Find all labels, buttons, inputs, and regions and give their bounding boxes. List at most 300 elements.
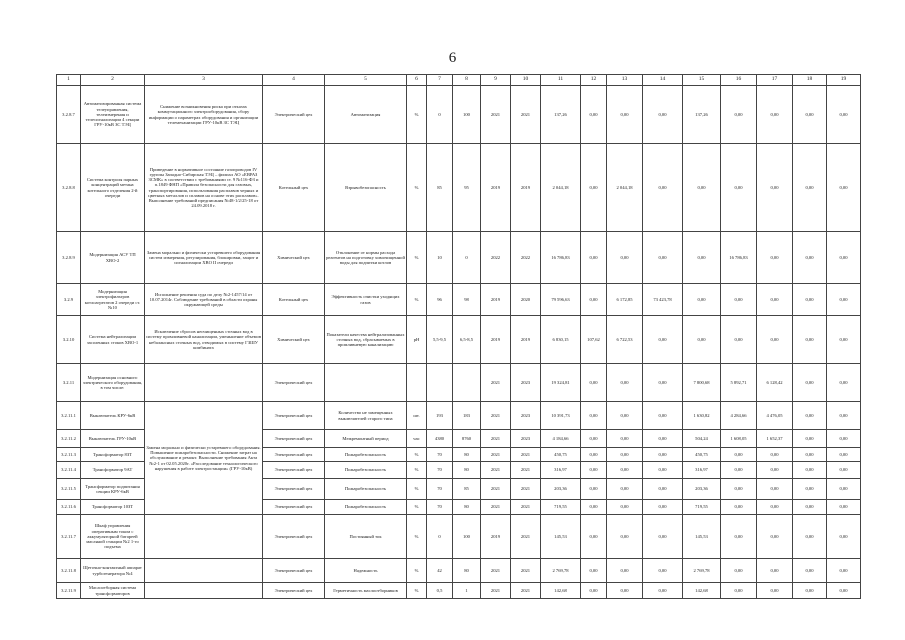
table-cell: Химический цех	[263, 232, 325, 284]
table-cell: 70	[427, 448, 453, 462]
table-cell: 0,00	[827, 284, 861, 316]
table-cell: 2021	[511, 583, 541, 599]
table-cell: %	[407, 284, 427, 316]
table-cell	[145, 515, 263, 559]
table-cell: 0,00	[827, 500, 861, 515]
table-cell: 0,00	[643, 583, 683, 599]
table-cell: 95	[453, 144, 481, 232]
header-cell: 5	[325, 75, 407, 86]
table-cell: Трансформатор 9АТ	[81, 462, 145, 479]
table-cell: 2 769,78	[541, 559, 581, 583]
table-cell: 137,26	[541, 86, 581, 144]
table-cell: 6 830,15	[541, 316, 581, 364]
table-cell: 0,00	[721, 144, 757, 232]
table-cell: 16 786,83	[721, 232, 757, 284]
header-cell: 17	[757, 75, 793, 86]
table-cell: 0,00	[643, 316, 683, 364]
table-row	[57, 515, 861, 559]
table-cell: Пожаробезопасность	[325, 448, 407, 462]
table-cell: 4 184,66	[541, 430, 581, 448]
table-cell: 0,00	[581, 462, 607, 479]
table-cell: 3.2.11.5	[57, 479, 81, 500]
header-cell: 11	[541, 75, 581, 86]
table-cell: 142,68	[683, 583, 721, 599]
table-cell: Электрический цех	[263, 448, 325, 462]
table-cell: 2021	[511, 515, 541, 559]
table-cell: 0,00	[607, 86, 643, 144]
table-cell: 3.2.10	[57, 316, 81, 364]
table-cell: 0,00	[793, 364, 827, 402]
table-cell: 0,00	[581, 500, 607, 515]
table-cell: 0,00	[683, 316, 721, 364]
table-cell	[145, 559, 263, 583]
table-cell: 0,00	[643, 559, 683, 583]
table-cell: 0,00	[793, 462, 827, 479]
table-cell: 3.2.11.3	[57, 448, 81, 462]
table-cell: 145,53	[683, 515, 721, 559]
table-cell: Электрический цех	[263, 364, 325, 402]
table-cell: Система нейтрализации засоленных стоков ХВО-1	[81, 316, 145, 364]
table-cell: 0,00	[827, 430, 861, 448]
table-cell: 5 892,71	[721, 364, 757, 402]
table-cell: час	[407, 430, 427, 448]
table-row	[57, 144, 861, 232]
table-cell: Эффективность очистки уходящих газов	[325, 284, 407, 316]
table-cell: 2021	[481, 448, 511, 462]
table-cell: %	[407, 448, 427, 462]
table-cell: 0,00	[643, 500, 683, 515]
table-row	[57, 402, 861, 430]
table-cell: 4 476,05	[757, 402, 793, 430]
table-cell: 2021	[481, 479, 511, 500]
table-cell: 0,00	[721, 316, 757, 364]
page-number: 6	[448, 50, 457, 66]
header-cell: 9	[481, 75, 511, 86]
investment-program-table	[56, 74, 861, 599]
table-cell: Электрический цех	[263, 462, 325, 479]
header-cell: 7	[427, 75, 453, 86]
table-cell: 0,00	[827, 232, 861, 284]
table-cell: 137,26	[683, 86, 721, 144]
table-cell: Щеточно-контактный аппарат турбогенератора №4	[81, 559, 145, 583]
table-cell: 3.2.11	[57, 364, 81, 402]
header-cell: 16	[721, 75, 757, 86]
table-cell: 16 786,83	[541, 232, 581, 284]
table-cell: Взрывобезопасность	[325, 144, 407, 232]
table-cell: %	[407, 479, 427, 500]
table-cell: 0,00	[827, 462, 861, 479]
table-cell: 0,00	[757, 144, 793, 232]
table-cell: Электрический цех	[263, 583, 325, 599]
table-cell: 4 284,66	[721, 402, 757, 430]
table-cell: 0,00	[721, 500, 757, 515]
table-cell: 0,00	[683, 284, 721, 316]
table-cell: 100	[453, 515, 481, 559]
table-cell: 0,00	[793, 144, 827, 232]
table-cell: 2019	[481, 144, 511, 232]
table-cell: 3.2.9	[57, 284, 81, 316]
table-cell: 0,00	[827, 583, 861, 599]
header-cell: 1	[57, 75, 81, 86]
table-cell: 0,00	[757, 448, 793, 462]
table-cell: 0,00	[581, 232, 607, 284]
header-cell: 8	[453, 75, 481, 86]
table-cell: 450,75	[683, 448, 721, 462]
table-cell: 0,00	[581, 448, 607, 462]
table-cell: 0	[453, 232, 481, 284]
table-cell: 0,00	[607, 402, 643, 430]
table-cell: 0	[427, 515, 453, 559]
header-cell: 2	[81, 75, 145, 86]
table-cell: 2019	[481, 316, 511, 364]
table-cell: 316,97	[541, 462, 581, 479]
table-cell: 85	[427, 144, 453, 232]
table-cell: 0,00	[793, 583, 827, 599]
table-cell: 2021	[481, 402, 511, 430]
table-cell: 2021	[511, 462, 541, 479]
table-row	[57, 583, 861, 599]
table-cell: 2021	[481, 583, 511, 599]
table-cell: 2021	[511, 479, 541, 500]
table-cell: 193	[427, 402, 453, 430]
table-cell: 2021	[511, 86, 541, 144]
table-cell	[427, 364, 453, 402]
table-cell: 2019	[481, 515, 511, 559]
table-cell: 0,00	[757, 479, 793, 500]
table-cell: 0,00	[721, 515, 757, 559]
table-cell: Модернизация АСУ ТП ХВО-2	[81, 232, 145, 284]
table-cell: 19 324,81	[541, 364, 581, 402]
table-cell: Количество не замещенных выключателей старого типа	[325, 402, 407, 430]
table-cell: 0,00	[607, 430, 643, 448]
table-cell: 0,00	[757, 462, 793, 479]
table-cell: 8760	[453, 430, 481, 448]
table-cell: 0,00	[643, 364, 683, 402]
header-cell: 10	[511, 75, 541, 86]
table-cell: 2021	[481, 559, 511, 583]
table-cell	[145, 364, 263, 402]
table-cell: 0,00	[607, 232, 643, 284]
table-row	[57, 559, 861, 583]
table-cell: Химический цех	[263, 316, 325, 364]
table-cell: Пожаробезопасность	[325, 479, 407, 500]
table-cell: 0,00	[643, 448, 683, 462]
table-cell: 0,00	[721, 559, 757, 583]
header-cell: 6	[407, 75, 427, 86]
table-cell: 0,00	[581, 479, 607, 500]
table-cell: 5,5-9,5	[427, 316, 453, 364]
table-cell: 80	[453, 559, 481, 583]
table-cell: 0,00	[721, 479, 757, 500]
table-cell: 0,00	[757, 515, 793, 559]
table-cell: Котельный цех	[263, 144, 325, 232]
table-cell: 98	[453, 284, 481, 316]
table-row	[57, 316, 861, 364]
table-cell: 0,00	[683, 232, 721, 284]
table-cell: шт.	[407, 402, 427, 430]
table-cell: Пожаробезопасность	[325, 462, 407, 479]
table-cell: 100	[453, 86, 481, 144]
table-cell: Межремонтный период	[325, 430, 407, 448]
table-cell: Электрический цех	[263, 86, 325, 144]
table-cell	[145, 583, 263, 599]
table-cell: 0,00	[581, 515, 607, 559]
header-cell: 3	[145, 75, 263, 86]
table-cell: 3.2.8.8	[57, 144, 81, 232]
table-cell: %	[407, 232, 427, 284]
table-cell: 0,00	[721, 86, 757, 144]
table-cell: %	[407, 86, 427, 144]
table-cell: 85	[453, 479, 481, 500]
table-row	[57, 232, 861, 284]
table-cell: 1 608,05	[721, 430, 757, 448]
table-cell: %	[407, 462, 427, 479]
table-cell: Выключатель КРУ-6кВ	[81, 402, 145, 430]
table-cell: 0,00	[793, 515, 827, 559]
header-cell: 13	[607, 75, 643, 86]
table-cell: %	[407, 500, 427, 515]
table-cell: 73 423,78	[643, 284, 683, 316]
table-cell	[407, 364, 427, 402]
table-cell: 0,00	[827, 144, 861, 232]
table-cell: 0,00	[581, 430, 607, 448]
table-cell: 80	[453, 462, 481, 479]
table-cell: Электрический цех	[263, 402, 325, 430]
table-cell: 70	[427, 500, 453, 515]
table-cell: 2023	[511, 402, 541, 430]
table-cell: 0,00	[721, 583, 757, 599]
table-cell: 504,24	[683, 430, 721, 448]
table-cell: 0,00	[793, 448, 827, 462]
table-cell: 0,00	[607, 448, 643, 462]
table-cell: 2021	[511, 559, 541, 583]
table-header-row	[57, 75, 861, 86]
table-cell: 316,97	[683, 462, 721, 479]
table-cell: 0	[427, 86, 453, 144]
table-cell: 0,00	[827, 402, 861, 430]
table-cell: 0,00	[643, 232, 683, 284]
table-cell: Приведение в нормативное состояние газопроводов IV группы Западно-Сибирская ТЭЦ – филиал АО «ЕВРАЗ ЗСМК» в соответствии с требованиями ст. 9 №116-ФЗ и п.1849 ФНП «Правила безопасности для газовых, транспортирования, использования расплавов черных и цветных металлов и сплавов на основе этих расплавов». Выполнение требований предписания №48-1/2/25-18 от 24.09.2018 г.	[145, 144, 263, 232]
table-cell: 0,00	[581, 284, 607, 316]
header-cell: 4	[263, 75, 325, 86]
table-cell: 0,00	[827, 479, 861, 500]
table-cell: 0,00	[827, 86, 861, 144]
table-cell: Шкаф управления оперативным током с аккумуляторной батареей масляной станции №2 1-го подъема	[81, 515, 145, 559]
table-cell: 0,00	[757, 284, 793, 316]
header-cell: 15	[683, 75, 721, 86]
table-cell: 2022	[511, 232, 541, 284]
table-cell: 0,00	[757, 86, 793, 144]
table-cell: Пожаробезопасность	[325, 500, 407, 515]
header-cell: 14	[643, 75, 683, 86]
table-cell: 0,00	[721, 462, 757, 479]
table-row	[57, 86, 861, 144]
table-cell: 0,00	[827, 364, 861, 402]
table-cell: Автоматизированная система телеуправления, телеизмерения и телесигнализации 4 секции ГРУ-10кВ ЗС ТЭЦ	[81, 86, 145, 144]
table-cell: 0,00	[757, 500, 793, 515]
table-cell: 3.2.8.9	[57, 232, 81, 284]
table-cell: 3.2.11.1	[57, 402, 81, 430]
table-cell: 0,00	[757, 559, 793, 583]
table-cell: 450,75	[541, 448, 581, 462]
table-cell: 0,00	[757, 316, 793, 364]
table-cell: 0,5	[427, 583, 453, 599]
header-cell: 19	[827, 75, 861, 86]
table-cell: 2019	[481, 284, 511, 316]
table-cell: 0,00	[793, 232, 827, 284]
table-cell: 6,5-8,5	[453, 316, 481, 364]
table-cell: 3.2.11.8	[57, 559, 81, 583]
table-cell: 3.2.11.4	[57, 462, 81, 479]
table-cell: 3.2.11.6	[57, 500, 81, 515]
table-cell: Трансформатор 8ЗТ	[81, 448, 145, 462]
table-cell: 0,00	[793, 559, 827, 583]
table-cell: 2022	[481, 232, 511, 284]
table-cell: 0,00	[607, 364, 643, 402]
table-cell: 0,00	[607, 479, 643, 500]
table-cell: Показатели качества нейтрализованных сточных вод, сбрасываемых в промливневую канализацию	[325, 316, 407, 364]
table-cell: 0,00	[643, 86, 683, 144]
table-cell: 0,00	[721, 284, 757, 316]
table-cell: 719,55	[541, 500, 581, 515]
table-cell: Автоматизация	[325, 86, 407, 144]
table-cell: 0,00	[607, 559, 643, 583]
table-cell: 0,00	[827, 515, 861, 559]
table-cell: 80	[453, 500, 481, 515]
table-cell: 0,00	[643, 402, 683, 430]
table-cell	[453, 364, 481, 402]
table-cell: 2021	[481, 462, 511, 479]
table-cell: Электрический цех	[263, 500, 325, 515]
table-cell: 0,00	[827, 316, 861, 364]
table-cell: 2023	[511, 430, 541, 448]
table-cell: 719,55	[683, 500, 721, 515]
table-cell: Исключение сбросов неочищенных сточных вод в систему промливневой канализации, уменьшение объемов небалансных сточных вод, отводимых в систему ГЗШУ комбината	[145, 316, 263, 364]
table-cell: 0,00	[643, 430, 683, 448]
table-cell: 6 722,53	[607, 316, 643, 364]
table-cell: Надежность	[325, 559, 407, 583]
table-cell: 0,00	[607, 515, 643, 559]
table-cell: Модернизация основного электрического оборудования, в том числе:	[81, 364, 145, 402]
table-cell: 3.2.11.7	[57, 515, 81, 559]
table-cell: Замена морально и физически устаревшего оборудования систем измерения, регулирования, блокировки, защит и сигнализации ХВО II очереди	[145, 232, 263, 284]
table-cell: 0,00	[827, 448, 861, 462]
table-cell: 0,00	[793, 316, 827, 364]
table-cell: Котельный цех	[263, 284, 325, 316]
header-cell: 12	[581, 75, 607, 86]
table-cell: 3.2.11.2	[57, 430, 81, 448]
table-cell: 1 652,37	[757, 430, 793, 448]
table-cell: 203,36	[541, 479, 581, 500]
table-cell: 3.2.11.9	[57, 583, 81, 599]
table-cell: 3.2.8.7	[57, 86, 81, 144]
table-cell: 70	[427, 479, 453, 500]
table-cell: 0,00	[793, 86, 827, 144]
table-cell: Электрический цех	[263, 559, 325, 583]
table-cell: 0,00	[643, 515, 683, 559]
table-cell: %	[407, 515, 427, 559]
table-cell: 2 044,18	[541, 144, 581, 232]
table-cell: 0,00	[581, 402, 607, 430]
table-cell: 2019	[511, 316, 541, 364]
table-cell: pH	[407, 316, 427, 364]
table-cell: 0,00	[757, 583, 793, 599]
table-cell: Снижение возникновения риска при отказах коммутационного электрооборудования, сбору информации о параметрах оборудования и организации телемеханизации ГРУ-10кВ ЗС ТЭЦ	[145, 86, 263, 144]
table-cell: Электрический цех	[263, 430, 325, 448]
table-cell: 4380	[427, 430, 453, 448]
table-cell: 2 769,78	[683, 559, 721, 583]
table-cell: 183	[453, 402, 481, 430]
table-cell: Трансформатор подпитания секции КРУ-6кВ	[81, 479, 145, 500]
merged-justification-cell: Замена морально и физически устаревшего оборудования. Повышение пожаробезопасности. Снижение затрат на обслуживание и ремонт. Выполнение требования Акта №2-1 от 02.05.2020г. «Расследование технологического нарушения в работе электростанции» (ГРУ-10кВ)	[145, 402, 263, 515]
table-cell: 70	[427, 462, 453, 479]
table-cell: 0,00	[581, 144, 607, 232]
table-cell: 107,62	[581, 316, 607, 364]
table-cell: 1 630,82	[683, 402, 721, 430]
table-row	[57, 284, 861, 316]
table-cell: Система контроля парных концентраций метана котельного отделения 2-й очереди	[81, 144, 145, 232]
table-cell: %	[407, 583, 427, 599]
table-cell: 2021	[511, 448, 541, 462]
table-cell: Отклонение от нормы расхода реагентов на подготовку химочищенной воды для подпитки котлов	[325, 232, 407, 284]
table-cell: 0,00	[581, 583, 607, 599]
table-cell: Модернизация электрофильтров котлоагрегатов 2 очереди ст.№10	[81, 284, 145, 316]
table-cell: 203,36	[683, 479, 721, 500]
table-cell: 0,00	[757, 232, 793, 284]
table-row	[57, 364, 861, 402]
table-cell: 0,00	[607, 583, 643, 599]
table-cell	[325, 364, 407, 402]
table-cell: 0,00	[793, 430, 827, 448]
table-cell: 80	[453, 448, 481, 462]
table-cell: 2021	[481, 86, 511, 144]
table-cell: 0,00	[581, 86, 607, 144]
table-cell: 6 172,85	[607, 284, 643, 316]
table-cell: 2023	[511, 364, 541, 402]
table-cell: 1	[453, 583, 481, 599]
table-cell: Электрический цех	[263, 479, 325, 500]
table-cell: 0,00	[643, 479, 683, 500]
table-cell: 0,00	[793, 402, 827, 430]
table-cell: 0,00	[793, 479, 827, 500]
table-cell: 0,00	[607, 500, 643, 515]
table-cell: 0,00	[581, 364, 607, 402]
table-cell: 2021	[481, 430, 511, 448]
table-cell: 10	[427, 232, 453, 284]
table-cell: 0,00	[581, 559, 607, 583]
table-cell: 0,00	[643, 462, 683, 479]
table-cell: Маслоотборная система трансформаторов	[81, 583, 145, 599]
table-cell: 2019	[511, 144, 541, 232]
table-cell: 0,00	[607, 462, 643, 479]
table-cell: 7 800,68	[683, 364, 721, 402]
table-cell: 42	[427, 559, 453, 583]
table-cell: 2 044,18	[607, 144, 643, 232]
table-cell: 2020	[511, 284, 541, 316]
table-cell: 2021	[481, 364, 511, 402]
table-cell: Постоянный ток	[325, 515, 407, 559]
table-cell: Электрический цех	[263, 515, 325, 559]
table-cell: 0,00	[827, 559, 861, 583]
table-cell: %	[407, 144, 427, 232]
table-cell: 0,00	[793, 284, 827, 316]
table-cell: 0,00	[721, 448, 757, 462]
table-cell: 0,00	[683, 144, 721, 232]
header-cell: 18	[793, 75, 827, 86]
table-cell: 0,00	[793, 500, 827, 515]
table-cell: Выключатель ГРУ-10кВ	[81, 430, 145, 448]
table-cell: 2021	[511, 500, 541, 515]
